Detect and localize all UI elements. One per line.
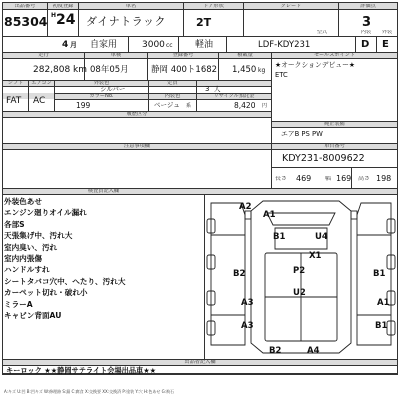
lot-number: 85304 — [4, 14, 48, 29]
model-code: LDF-KDY231 — [258, 40, 311, 50]
first-registration-label: 初度登録 — [52, 3, 74, 9]
month-unit: 月 — [70, 41, 77, 49]
width-label: 幅 — [324, 176, 331, 182]
plate-number: 静岡 400ト1682 — [151, 65, 218, 75]
load-capacity-unit: kg — [258, 67, 266, 74]
chassis-label: 車台番号 — [324, 143, 345, 149]
grade-label: グレード — [280, 3, 302, 9]
report-line: 室内内張傷 — [4, 254, 42, 264]
interior-color: ベージュ — [154, 101, 180, 109]
door-type-label: ドア形状 — [203, 3, 224, 9]
fuel-type: 軽油 — [195, 40, 214, 50]
damage-mark: X1 — [309, 251, 322, 261]
inspector-report-label: 検査員記入欄 — [87, 188, 120, 194]
damage-mark: A3 — [241, 321, 254, 331]
recycle-label: リサイクル預託金 — [213, 93, 255, 99]
inspection-label: 車検 — [110, 53, 122, 58]
car-name: ダイナトラック — [86, 15, 167, 28]
height-label: 高さ — [357, 176, 370, 182]
seating-label: 定員 — [167, 81, 178, 86]
damage-mark: B2 — [269, 346, 282, 356]
score-label: 評価点 — [360, 3, 376, 9]
height: 198 — [376, 174, 392, 183]
exterior-grade-label: 外装 — [381, 30, 393, 35]
length: 469 — [296, 174, 312, 183]
displacement: 3000 — [142, 40, 165, 50]
lot-number-label: 出品番号 — [14, 3, 36, 9]
recycle-unit: 円 — [262, 103, 268, 109]
mileage: 282,808 — [33, 65, 71, 75]
interior-color-label: 内装色 — [164, 93, 181, 99]
vehicle-damage-diagram — [205, 195, 397, 358]
damage-mark: A2 — [239, 202, 252, 212]
report-line: 天張集げ中、汚れ大 — [4, 231, 73, 241]
exhibitor-label: 出品者記入欄 — [184, 359, 216, 365]
plate-label: 登録番号 — [172, 53, 194, 58]
sales-point-label: セールスポイント — [313, 53, 356, 58]
usage-type: 自家用 — [90, 40, 118, 50]
equipment-label: 純正装備 — [324, 121, 345, 127]
registration-month: 4 — [62, 40, 69, 50]
displacement-unit: cc — [166, 42, 173, 49]
report-line: ミラーA — [4, 299, 33, 309]
car-name-label: 車名 — [125, 3, 137, 9]
recycle-fee: 8,420 — [234, 101, 256, 110]
seating-unit: 人 — [214, 84, 221, 93]
report-line: ハンドルすれ — [4, 265, 50, 275]
seating-capacity: 3 — [205, 84, 210, 93]
registration-year: 24 — [56, 12, 76, 28]
damage-mark: B2 — [233, 269, 246, 279]
report-line: 外装色あせ — [4, 197, 42, 206]
damage-mark: U4 — [315, 232, 328, 242]
exhibitor-note: キーロック ★★静岡サテライト会場出品車★★ — [6, 365, 157, 375]
sales-point: ETC — [275, 71, 288, 79]
exterior-color-label: 外装色 — [93, 81, 110, 86]
inspector-report — [4, 196, 202, 321]
damage-mark: A3 — [241, 298, 254, 308]
door-type: 2T — [196, 16, 212, 29]
length-label: 長さ — [274, 176, 287, 182]
load-capacity-label: 積載量 — [237, 53, 253, 58]
damage-legend: A:キズ U:凹 B:凹キズ W:修理跡 S:錆 C:腐食 X:交換要 XX:交換済 P:塗装 Y:穴 H:色あせ G:飛石 — [4, 389, 175, 394]
transmission: FAT — [6, 96, 22, 106]
report-line: キャビン背面AU — [4, 311, 62, 321]
sales-points — [275, 60, 395, 80]
report-line: 各部S — [4, 219, 25, 229]
color-number: 199 — [76, 101, 91, 110]
mileage-unit: km — [73, 65, 87, 75]
era-code: H — [51, 12, 57, 19]
report-line: エンジン廻りオイル漏れ — [4, 208, 87, 218]
load-capacity: 1,450 — [232, 65, 257, 75]
aircon: AC — [33, 96, 46, 106]
interior-color-unit: 系 — [186, 103, 192, 109]
report-line: 室内臭い、汚れ — [4, 242, 58, 252]
exterior-grade: E — [382, 39, 389, 50]
width: 169 — [336, 174, 352, 183]
chassis-number: KDY231-8009622 — [282, 153, 365, 164]
inspection-date: 08年05月 — [90, 65, 129, 75]
damage-mark: U2 — [293, 288, 306, 298]
aircon-label: エアコン — [31, 81, 52, 86]
shift-label: シフト — [7, 81, 24, 86]
equipment: エアB PS PW — [281, 130, 323, 138]
damage-mark: B1 — [273, 232, 286, 242]
report-line: シートタバコ穴中、へたり、汚れ大 — [4, 276, 126, 286]
interior-grade-label: 内装 — [360, 30, 372, 35]
damage-mark: A1 — [263, 210, 276, 220]
report-line: カーペット切れ・破れ小 — [4, 288, 88, 298]
mileage-label: 走行 — [38, 53, 49, 58]
damage-mark: P2 — [293, 266, 306, 276]
model-code-label: 型式 — [316, 29, 328, 35]
notes-label: 注意事項欄 — [124, 143, 150, 149]
sales-point: ★オークションデビュー★ — [275, 61, 356, 69]
exterior-color: シルバー — [100, 84, 126, 93]
damage-mark: A4 — [307, 346, 320, 356]
history-label: 履歴区分 — [126, 111, 148, 117]
interior-grade: D — [361, 39, 370, 50]
damage-mark: A1 — [377, 298, 390, 308]
color-number-label: カラーNo. — [89, 93, 114, 99]
auction-score: 3 — [362, 15, 372, 30]
damage-mark: B1 — [375, 321, 388, 331]
damage-mark: B1 — [373, 269, 386, 279]
